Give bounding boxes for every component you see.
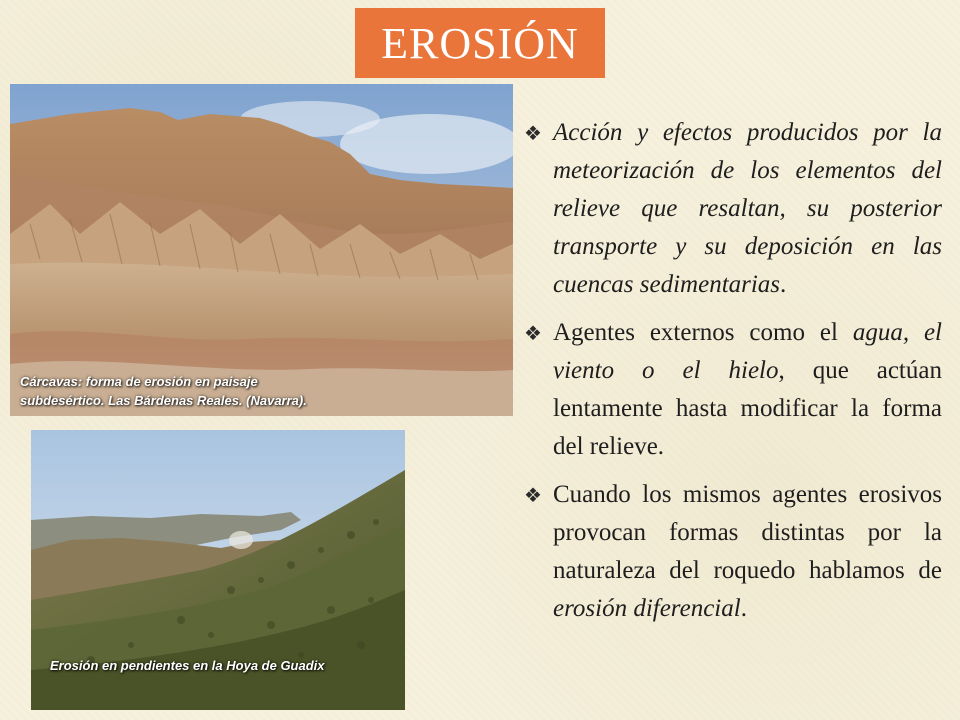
bullet-text-italic: agua, el viento o el hielo bbox=[553, 319, 943, 384]
slopes-photo-caption: Erosión en pendientes en la Hoya de Guadix bbox=[50, 658, 325, 673]
definition-text-area bbox=[522, 114, 942, 638]
bullet-text: Agentes externos como el bbox=[553, 319, 853, 346]
slide-title: EROSIÓN bbox=[381, 18, 579, 68]
bullet-text: , que actúan lentamente hasta modificar la forma del relieve. bbox=[553, 357, 942, 460]
bullet-text: . bbox=[780, 271, 787, 298]
four-diamond-ornament-icon: ❖ bbox=[524, 321, 542, 345]
caption-line: subdesértico. Las Bárdenas Reales. (Navarra). bbox=[20, 393, 307, 408]
bullet-text-italic: Acción y efectos producidos por la meteorización de los elementos del relieve que resaltan, su posterior transporte y su deposición en las cuencas sedimentarias bbox=[553, 119, 942, 298]
bullet-text: . bbox=[740, 595, 747, 622]
bullet-external-agents bbox=[522, 314, 942, 466]
caption-line: Cárcavas: forma de erosión en paisaje bbox=[20, 374, 258, 389]
slide-title-box bbox=[355, 8, 605, 78]
four-diamond-ornament-icon: ❖ bbox=[524, 483, 542, 507]
bullet-text: Cuando los mismos agentes erosivos provocan formas distintas por la naturaleza del roquedo hablamos de bbox=[553, 481, 942, 584]
bullet-differential-erosion bbox=[522, 476, 942, 628]
badlands-photo-caption bbox=[20, 372, 380, 410]
four-diamond-ornament-icon: ❖ bbox=[524, 121, 542, 145]
slopes-photo bbox=[31, 430, 405, 710]
badlands-photo bbox=[10, 84, 513, 416]
bullet-definition bbox=[522, 114, 942, 304]
bullet-text-italic: erosión diferencial bbox=[553, 595, 741, 622]
badlands-landscape-image bbox=[10, 84, 513, 416]
